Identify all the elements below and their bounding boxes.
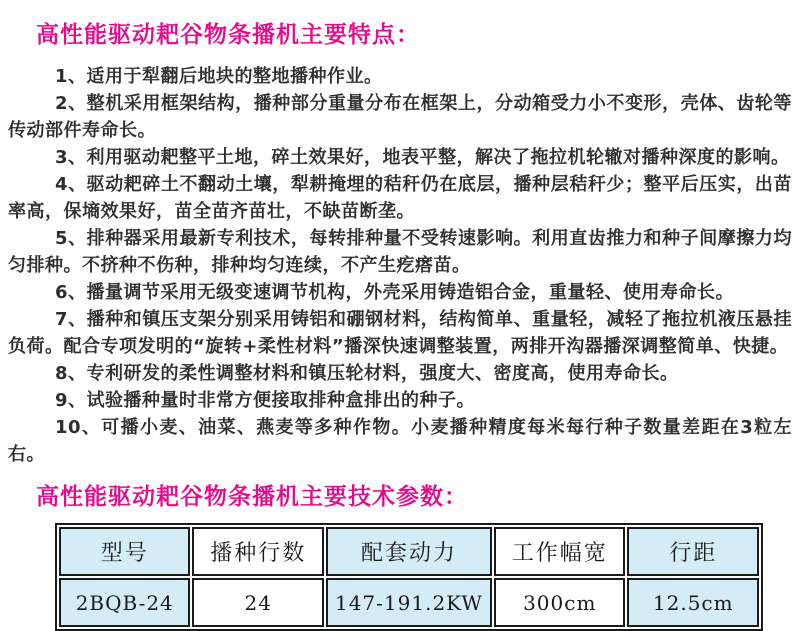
spec-value-width: 300cm bbox=[494, 578, 625, 627]
spec-table-container bbox=[55, 523, 792, 631]
spec-header-rows: 播种行数 bbox=[192, 527, 323, 576]
feature-item-4: 4、驱动耙碎土不翻动土壤，犁耕掩埋的秸秆仍在底层，播种层秸秆少；整平后压实，出苗率高，保墒效果好，苗全苗齐苗壮，不缺苗断垄。 bbox=[8, 174, 792, 222]
spec-table-data-row bbox=[59, 578, 759, 627]
specs-heading: 高性能驱动耙谷物条播机主要技术参数： bbox=[36, 484, 468, 510]
spec-table-header-row bbox=[59, 527, 759, 576]
feature-item-8: 8、专利研发的柔性调整材料和镇压轮材料，强度大、密度高，使用寿命长。 bbox=[55, 363, 679, 384]
spec-value-model: 2BQB-24 bbox=[59, 578, 190, 627]
feature-item-2: 2、整机采用框架结构，播种部分重量分布在框架上，分动箱受力小不变形，壳体、齿轮等传动部件寿命长。 bbox=[8, 93, 792, 141]
spec-header-spacing: 行距 bbox=[627, 527, 759, 576]
features-heading: 高性能驱动耙谷物条播机主要特点： bbox=[36, 22, 420, 48]
spec-header-width: 工作幅宽 bbox=[494, 527, 625, 576]
feature-item-10: 10、可播小麦、油菜、燕麦等多种作物。小麦播种精度每米每行种子数量差距在3粒左右。 bbox=[8, 417, 792, 465]
spec-header-model: 型号 bbox=[59, 527, 190, 576]
spec-header-power: 配套动力 bbox=[326, 527, 492, 576]
feature-item-9: 9、试验播种量时非常方便接取排种盒排出的种子。 bbox=[55, 390, 476, 411]
spec-value-power: 147-191.2KW bbox=[326, 578, 492, 627]
feature-item-3: 3、利用驱动耙整平土地，碎土效果好，地表平整，解决了拖拉机轮辙对播种深度的影响。 bbox=[55, 147, 790, 168]
feature-item-1: 1、适用于犁翻后地块的整地播种作业。 bbox=[55, 66, 383, 87]
feature-item-7: 7、播种和镇压支架分别采用铸铝和硼钢材料，结构简单、重量轻，减轻了拖拉机液压悬挂负荷。配合专项发明的“旋转+柔性材料”播深快速调整装置，两排开沟器播深调整简单、快捷。 bbox=[8, 309, 792, 357]
spec-value-spacing: 12.5cm bbox=[627, 578, 759, 627]
spec-value-rows: 24 bbox=[192, 578, 323, 627]
spec-table bbox=[55, 523, 763, 631]
features-list bbox=[8, 63, 792, 468]
feature-item-6: 6、播量调节采用无级变速调节机构，外壳采用铸造铝合金，重量轻、使用寿命长。 bbox=[55, 282, 735, 303]
feature-item-5: 5、排种器采用最新专利技术，每转排种量不受转速影响。利用直齿推力和种子间摩擦力均匀排种。不挤种不伤种，排种均匀连续，不产生疙瘩苗。 bbox=[8, 228, 792, 276]
